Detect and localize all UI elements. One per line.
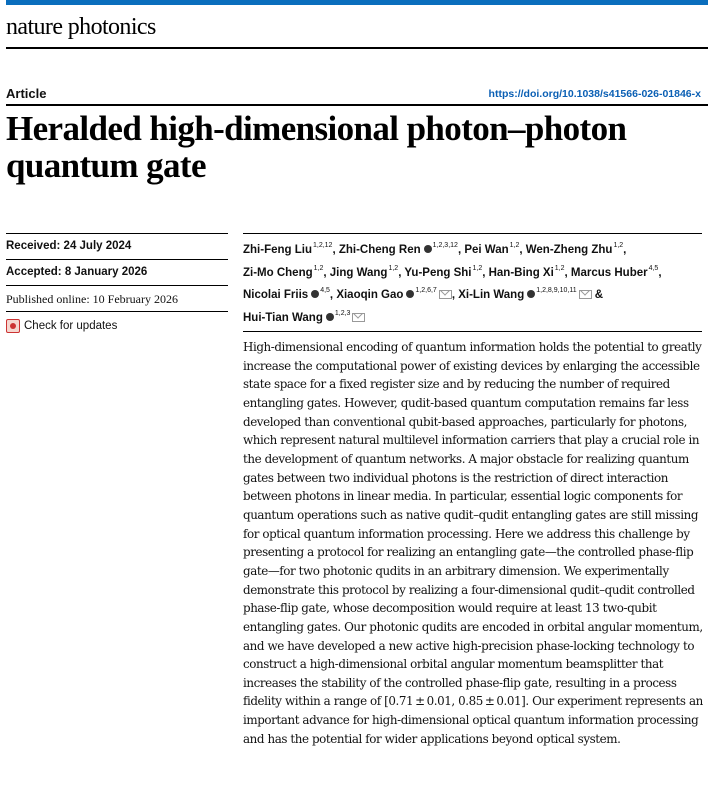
received-label: Received: bbox=[6, 240, 61, 252]
meta-divider-1 bbox=[6, 233, 228, 234]
author-hui-tian-wang[interactable]: Hui-Tian Wang $^{1,2,3}$ bbox=[243, 312, 365, 324]
author-connector: & bbox=[594, 289, 604, 301]
crossmark-icon bbox=[6, 319, 20, 333]
title-line-2: quantum gate bbox=[6, 146, 206, 185]
author-han-bing-xi[interactable]: Han-Bing Xi$^{1,2}$ bbox=[488, 264, 565, 279]
author-yu-peng-shi[interactable]: Yu-Peng Shi$^{1,2}$ bbox=[404, 264, 483, 279]
author-xi-lin-wang[interactable]: Xi-Lin Wang $^{1,2,8,9,10,11}$ bbox=[458, 289, 591, 301]
journal-name[interactable]: nature photonics bbox=[6, 14, 156, 40]
meta-divider-3 bbox=[6, 285, 228, 286]
check-for-updates-button[interactable] bbox=[6, 319, 117, 333]
accepted-row bbox=[6, 266, 147, 278]
author-xiaoqin-gao[interactable]: Xiaoqin Gao $^{1,2,6,7}$ bbox=[336, 289, 452, 301]
orcid-icon[interactable] bbox=[527, 290, 535, 298]
abstract-divider bbox=[243, 331, 702, 332]
abstract-text: High-dimensional encoding of quantum information holds the potential to greatly increase the computational power of existing devices by enlarging the accessible state space for a fixed register size and by reducing the number of required entangling gates. However, qudit-based quantum computation remains far less developed than conventional qubit-based approaches, particularly for photons, which represent natural multilevel information carriers that play a crucial role in the development of quantum networks. A major obstacle for realizing quantum gates between two individual photons is the restriction of direct interaction between photons in linear media. In particular, essential logic components for quantum operations such as native qudit–qudit entangling gates are still missing for optical quantum information processing. Here we address this challenge by presenting a protocol for realizing an entangling gate—the controlled phase-flip gate—for two photonic qudits in an arbitrary dimension. We experimentally demonstrate this protocol by realizing a four-dimensional qudit–qudit controlled phase-flip gate, whose decomposition would require at least 13 two-qubit entangling gates. Our photonic qudits are encoded in orbital angular momentum, and we have developed a new active high-precision phase-locking technology to construct a high-dimensional orbital angular momentum beamsplitter that increases the stability of the controlled phase-flip gate, resulting in a process fidelity within a range of [0.71 ± 0.01, 0.85 ± 0.01]. Our experiment represents an important advance for high-dimensional optical quantum information processing and has the potential for wider applications beyond optical system. bbox=[243, 340, 703, 746]
check-for-updates-label: Check for updates bbox=[24, 320, 118, 332]
author-list: Zhi-Feng Liu$^{1,2,12}$, Zhi-Cheng Ren $^{1,2,3,12}$, Pei Wan$^{1,2}$, Wen-Zheng Zhu$^{1,2}$, Zi-Mo Cheng$^{1,2}$, Jing Wang$^{1,2}$, Yu-Peng Shi$^{1,2}$, Han-Bing Xi$^{1,2}$, Marcus Huber$^{4,5}$, Nicolai Friis $^{4,5}$, Xiaoqin Gao $^{1,2,6,7}$ , Xi-Lin Wang $^{1,2,8,9,10,11}$ & Hui-Tian Wang $^{1,2,3}$ bbox=[243, 242, 662, 324]
orcid-icon[interactable] bbox=[406, 290, 414, 298]
author-zhi-feng-liu[interactable]: Zhi-Feng Liu$^{1,2,12}$ bbox=[243, 242, 333, 256]
journal-accent-bar bbox=[6, 0, 708, 5]
received-date: 24 July 2024 bbox=[63, 240, 132, 252]
meta-divider-2 bbox=[6, 259, 228, 260]
author-jing-wang[interactable]: Jing Wang$^{1,2}$ bbox=[329, 264, 399, 279]
received-row bbox=[6, 240, 131, 252]
author-marcus-huber[interactable]: Marcus Huber$^{4,5}$ bbox=[570, 264, 659, 279]
orcid-icon[interactable] bbox=[424, 245, 432, 253]
author-zi-mo-cheng[interactable]: Zi-Mo Cheng$^{1,2}$ bbox=[243, 264, 324, 279]
meta-divider-4 bbox=[6, 311, 228, 312]
published-online: Published online: 10 February 2026 bbox=[6, 292, 178, 306]
accepted-label: Accepted: bbox=[6, 266, 62, 278]
author-nicolai-friis[interactable]: Nicolai Friis $^{4,5}$ bbox=[243, 287, 330, 301]
title-divider bbox=[6, 104, 708, 106]
author-wen-zheng-zhu[interactable]: Wen-Zheng Zhu$^{1,2}$ bbox=[525, 242, 624, 256]
orcid-icon[interactable] bbox=[311, 290, 319, 298]
email-icon[interactable] bbox=[439, 290, 452, 299]
title-line-1: Heralded high-dimensional photon–photon bbox=[6, 109, 627, 148]
orcid-icon[interactable] bbox=[326, 313, 334, 321]
article-title bbox=[6, 110, 706, 184]
authors-top-divider bbox=[243, 233, 702, 234]
header-divider bbox=[6, 47, 708, 49]
author-zhi-cheng-ren[interactable]: Zhi-Cheng Ren $^{1,2,3,12}$ bbox=[338, 242, 458, 256]
email-icon[interactable] bbox=[579, 290, 592, 299]
email-icon[interactable] bbox=[352, 313, 365, 322]
accepted-date: 8 January 2026 bbox=[64, 266, 148, 278]
author-pei-wan[interactable]: Pei Wan$^{1,2}$ bbox=[464, 242, 520, 256]
article-type-label: Article bbox=[6, 86, 47, 101]
doi-link[interactable]: https://doi.org/10.1038/s41566-026-01846-x bbox=[488, 88, 701, 100]
